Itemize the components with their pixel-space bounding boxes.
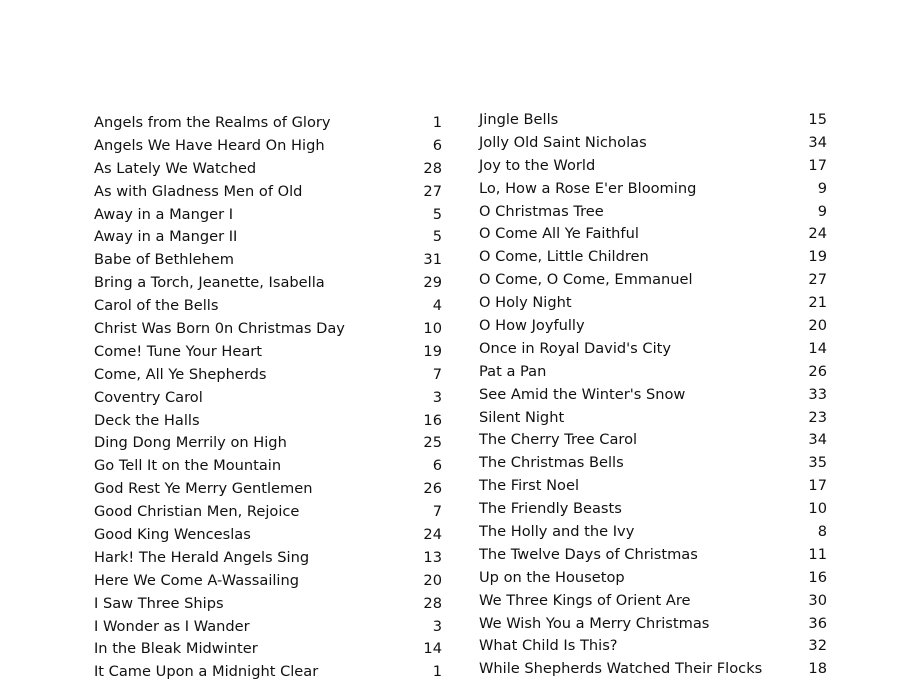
- carol-title: Good Christian Men, Rejoice: [94, 503, 300, 521]
- index-entry: [479, 452, 827, 475]
- carol-title: As with Gladness Men of Old: [94, 182, 303, 200]
- carol-title: Once in Royal David's City: [479, 339, 671, 357]
- index-entry: [479, 223, 827, 246]
- carol-title: Come! Tune Your Heart: [94, 342, 263, 360]
- page-number: 27: [423, 182, 442, 200]
- carol-title: The Christmas Bells: [479, 454, 624, 472]
- carol-title: Babe of Bethlehem: [94, 251, 234, 269]
- page-number: 34: [808, 133, 827, 151]
- page-number: 19: [423, 342, 442, 360]
- carol-title: Come, All Ye Shepherds: [94, 365, 267, 383]
- index-entry: [94, 593, 442, 616]
- carol-title: The Holly and the Ivy: [479, 523, 635, 541]
- index-entry: [94, 226, 442, 249]
- page-number: 20: [808, 317, 827, 335]
- carol-title: Silent Night: [479, 408, 565, 426]
- carol-title: Ding Dong Merrily on High: [94, 434, 287, 452]
- index-entry: [94, 318, 442, 341]
- index-entry: [479, 521, 827, 544]
- carol-title: O How Joyfully: [479, 317, 585, 335]
- index-entry: [94, 478, 442, 501]
- page-number: 28: [423, 594, 442, 612]
- page-number: 14: [808, 339, 827, 357]
- carol-title: The Cherry Tree Carol: [479, 431, 638, 449]
- carol-title: See Amid the Winter's Snow: [479, 385, 686, 403]
- page-number: 7: [432, 503, 442, 521]
- carol-title: The Twelve Days of Christmas: [479, 545, 698, 563]
- index-entry: [479, 498, 827, 521]
- page-number: 9: [817, 179, 827, 197]
- page-number: 31: [423, 251, 442, 269]
- carol-title: We Three Kings of Orient Are: [479, 591, 691, 609]
- index-entry: [94, 638, 442, 661]
- page-number: 6: [432, 457, 442, 475]
- page-number: 5: [432, 228, 442, 246]
- page-number: 23: [808, 408, 827, 426]
- carol-title: O Come All Ye Faithful: [479, 225, 639, 243]
- page-number: 10: [808, 500, 827, 518]
- carol-title: Bring a Torch, Jeanette, Isabella: [94, 274, 325, 292]
- page-number: 4: [432, 297, 442, 315]
- index-entry: [479, 544, 827, 567]
- index-entry: [94, 364, 442, 387]
- page-number: 11: [808, 545, 827, 563]
- carol-title: Pat a Pan: [479, 362, 547, 380]
- carol-title: O Come, O Come, Emmanuel: [479, 271, 693, 289]
- page-number: 28: [423, 159, 442, 177]
- page-number: 20: [423, 571, 442, 589]
- page-number: 33: [808, 385, 827, 403]
- index-entry: [94, 547, 442, 570]
- index-entry: [479, 407, 827, 430]
- carol-title: Up on the Housetop: [479, 568, 625, 586]
- page-number: 35: [808, 454, 827, 472]
- carol-title: We Wish You a Merry Christmas: [479, 614, 710, 632]
- page-number: 17: [808, 156, 827, 174]
- index-entry: [94, 249, 442, 272]
- index-entry: [94, 410, 442, 433]
- page-number: 1: [432, 114, 442, 131]
- index-entry: [94, 570, 442, 593]
- carol-title: As Lately We Watched: [94, 159, 257, 177]
- carol-title: O Holy Night: [479, 294, 572, 312]
- page-number: 25: [423, 434, 442, 452]
- page-number: 13: [423, 548, 442, 566]
- index-entry: [94, 616, 442, 639]
- carol-title: While Shepherds Watched Their Flocks: [479, 660, 763, 678]
- carol-title: Angels from the Realms of Glory: [94, 114, 331, 131]
- carol-title: Carol of the Bells: [94, 297, 219, 315]
- page-number: 16: [423, 411, 442, 429]
- carol-title: Good King Wenceslas: [94, 526, 251, 544]
- page-number: 1: [432, 663, 442, 681]
- page-number: 30: [808, 591, 827, 609]
- index-entry: [479, 384, 827, 407]
- index-entry: [479, 361, 827, 384]
- index-entry: [479, 567, 827, 590]
- page-number: 6: [432, 136, 442, 154]
- page-number: 3: [432, 388, 442, 406]
- index-entry: [94, 295, 442, 318]
- index-entry: [94, 341, 442, 364]
- index-entry: [479, 338, 827, 361]
- index-entry: [94, 272, 442, 295]
- carol-title: Jolly Old Saint Nicholas: [479, 133, 647, 151]
- index-entry: [94, 135, 442, 158]
- index-left-column: [94, 112, 442, 684]
- carol-title: Away in a Manger II: [94, 228, 238, 246]
- carol-title: Here We Come A-Wassailing: [94, 571, 299, 589]
- carol-title: Go Tell It on the Mountain: [94, 457, 282, 475]
- index-entry: [94, 158, 442, 181]
- page-number: 21: [808, 294, 827, 312]
- carol-title: Lo, How a Rose E'er Blooming: [479, 179, 697, 197]
- page-number: 7: [432, 365, 442, 383]
- index-entry: [479, 613, 827, 636]
- index-right-column: [479, 109, 827, 681]
- page-number: 34: [808, 431, 827, 449]
- page-number: 16: [808, 568, 827, 586]
- index-entry: [94, 112, 442, 135]
- index-entry: [479, 292, 827, 315]
- index-entry: [479, 429, 827, 452]
- page-number: 19: [808, 248, 827, 266]
- carol-title: Hark! The Herald Angels Sing: [94, 548, 310, 566]
- index-entry: [479, 658, 827, 681]
- index-entry: [479, 246, 827, 269]
- carol-title: It Came Upon a Midnight Clear: [94, 663, 319, 681]
- index-entry: [94, 501, 442, 524]
- carol-title: Away in a Manger I: [94, 205, 234, 223]
- carol-title: I Wonder as I Wander: [94, 617, 250, 635]
- page-number: 36: [808, 614, 827, 632]
- carol-title: Coventry Carol: [94, 388, 203, 406]
- carol-title: The Friendly Beasts: [479, 500, 622, 518]
- page-number: 24: [808, 225, 827, 243]
- page-number: 10: [423, 320, 442, 338]
- index-entry: [94, 204, 442, 227]
- page-number: 8: [817, 523, 827, 541]
- page-number: 15: [808, 111, 827, 128]
- page-number: 3: [432, 617, 442, 635]
- index-entry: [479, 132, 827, 155]
- page-number: 27: [808, 271, 827, 289]
- carol-title: I Saw Three Ships: [94, 594, 224, 612]
- page-number: 26: [808, 362, 827, 380]
- page-number: 18: [808, 660, 827, 678]
- page-number: 14: [423, 640, 442, 658]
- index-entry: [94, 524, 442, 547]
- carol-title: God Rest Ye Merry Gentlemen: [94, 480, 313, 498]
- index-entry: [479, 155, 827, 178]
- index-entry: [94, 181, 442, 204]
- index-entry: [479, 109, 827, 132]
- carol-title: O Christmas Tree: [479, 202, 604, 220]
- index-entry: [479, 590, 827, 613]
- carol-title: Deck the Halls: [94, 411, 200, 429]
- page-number: 5: [432, 205, 442, 223]
- page-number: 26: [423, 480, 442, 498]
- page-number: 29: [423, 274, 442, 292]
- index-entry: [94, 661, 442, 684]
- carol-title: Joy to the World: [479, 156, 596, 174]
- index-entry: [479, 201, 827, 224]
- page-number: 17: [808, 477, 827, 495]
- index-entry: [94, 432, 442, 455]
- carol-title: In the Bleak Midwinter: [94, 640, 258, 658]
- index-entry: [94, 387, 442, 410]
- carol-title: What Child Is This?: [479, 637, 618, 655]
- page-number: 9: [817, 202, 827, 220]
- carol-title: Jingle Bells: [479, 111, 559, 128]
- index-entry: [479, 269, 827, 292]
- index-entry: [479, 475, 827, 498]
- index-entry: [479, 635, 827, 658]
- carol-title: O Come, Little Children: [479, 248, 649, 266]
- carol-title: Christ Was Born 0n Christmas Day: [94, 320, 345, 338]
- page-number: 24: [423, 526, 442, 544]
- page-number: 32: [808, 637, 827, 655]
- index-entry: [479, 178, 827, 201]
- carol-title: The First Noel: [479, 477, 580, 495]
- carol-title: Angels We Have Heard On High: [94, 136, 325, 154]
- index-entry: [94, 455, 442, 478]
- index-entry: [479, 315, 827, 338]
